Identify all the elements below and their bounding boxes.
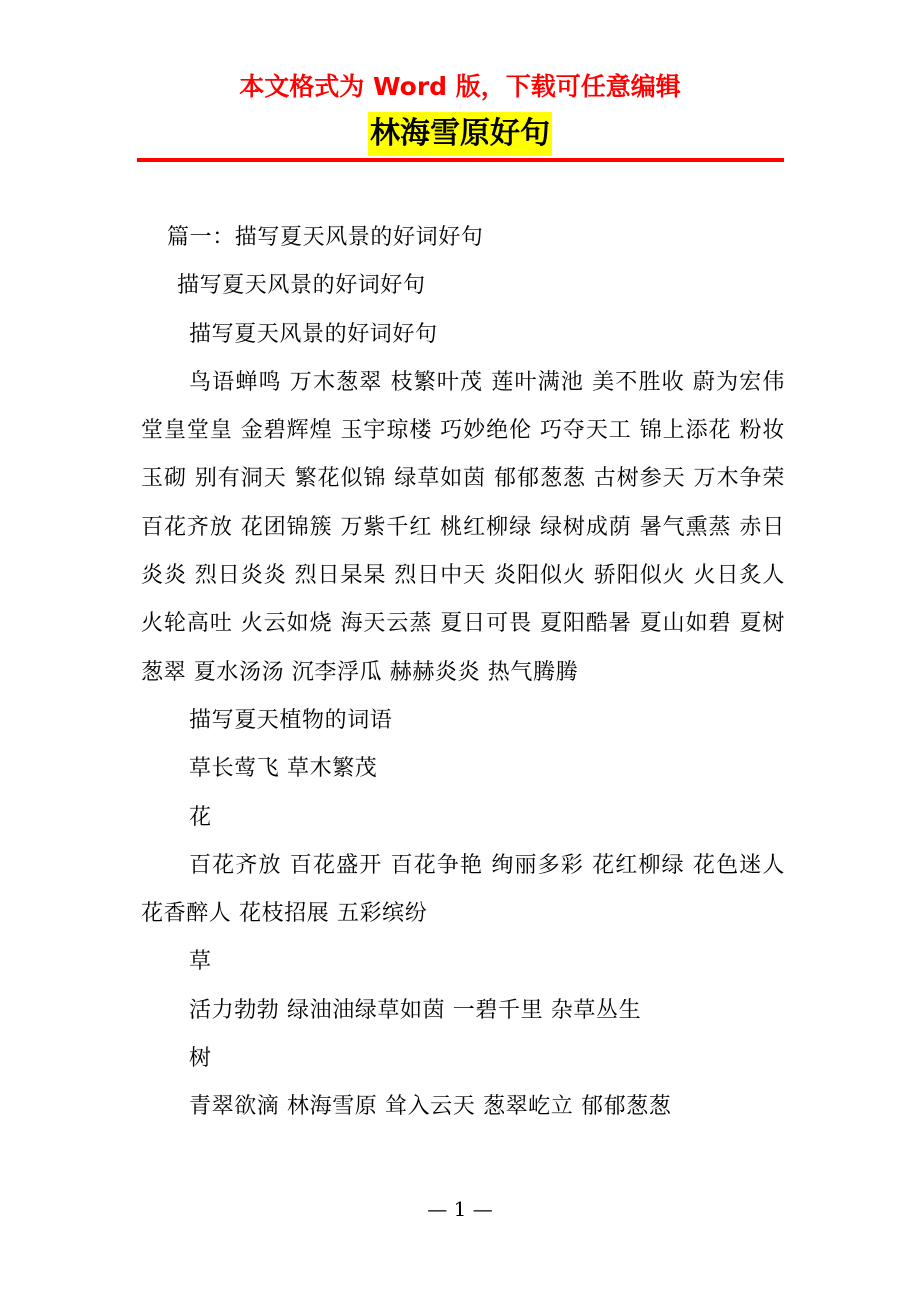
page-number: — 1 — [427,1197,493,1221]
document-body [141,214,785,1132]
flower-words: 百花齐放 百花盛开 百花争艳 绚丽多彩 花红柳绿 花色迷人 花香醉人 花枝招展 五彩缤纷 [141,852,785,927]
plants-line: 草长莺飞 草木繁茂 [189,756,378,782]
summer-scenery-words: 鸟语蝉鸣 万木葱翠 枝繁叶茂 莲叶满池 美不胜收 蔚为宏伟 堂皇堂皇 金碧辉煌 玉宇琼楼 巧妙绝伦 巧夺天工 锦上添花 粉妆玉砌 别有洞天 繁花似锦 绿草如茵 郁郁葱葱 古树参天 万木争荣 百花齐放 花团锦簇 万紫千红 桃红柳绿 绿树成荫 暑气熏蒸 赤日炎炎 烈日炎炎 烈日杲杲 烈日中天 炎阳似火 骄阳似火 火日炙人 火轮高吐 火云如烧 海天云蒸 夏日可畏 夏阳酷暑 夏山如碧 夏树葱翠 夏水汤汤 沉李浮瓜 赫赫炎炎 热气腾腾 [141,369,785,685]
download-banner: 本文格式为 Word 版，下载可任意编辑 [239,72,681,101]
flower-label: 花 [189,804,212,830]
header-divider [137,158,784,162]
section-heading: 篇一：描写夏天风景的好词好句 [167,225,484,250]
subheading: 描写夏天风景的好词好句 [177,273,426,299]
subheading-repeat: 描写夏天风景的好词好句 [189,321,438,347]
grass-words: 活力勃勃 绿油油绿草如茵 一碧千里 杂草丛生 [189,997,642,1023]
title-container [0,112,920,156]
grass-label: 草 [189,949,212,975]
tree-words: 青翠欲滴 林海雪原 耸入云天 葱翠屹立 郁郁葱葱 [189,1094,672,1120]
tree-label: 树 [189,1046,212,1072]
document-title: 林海雪原好句 [368,112,552,156]
plants-heading: 描写夏天植物的词语 [189,707,393,733]
